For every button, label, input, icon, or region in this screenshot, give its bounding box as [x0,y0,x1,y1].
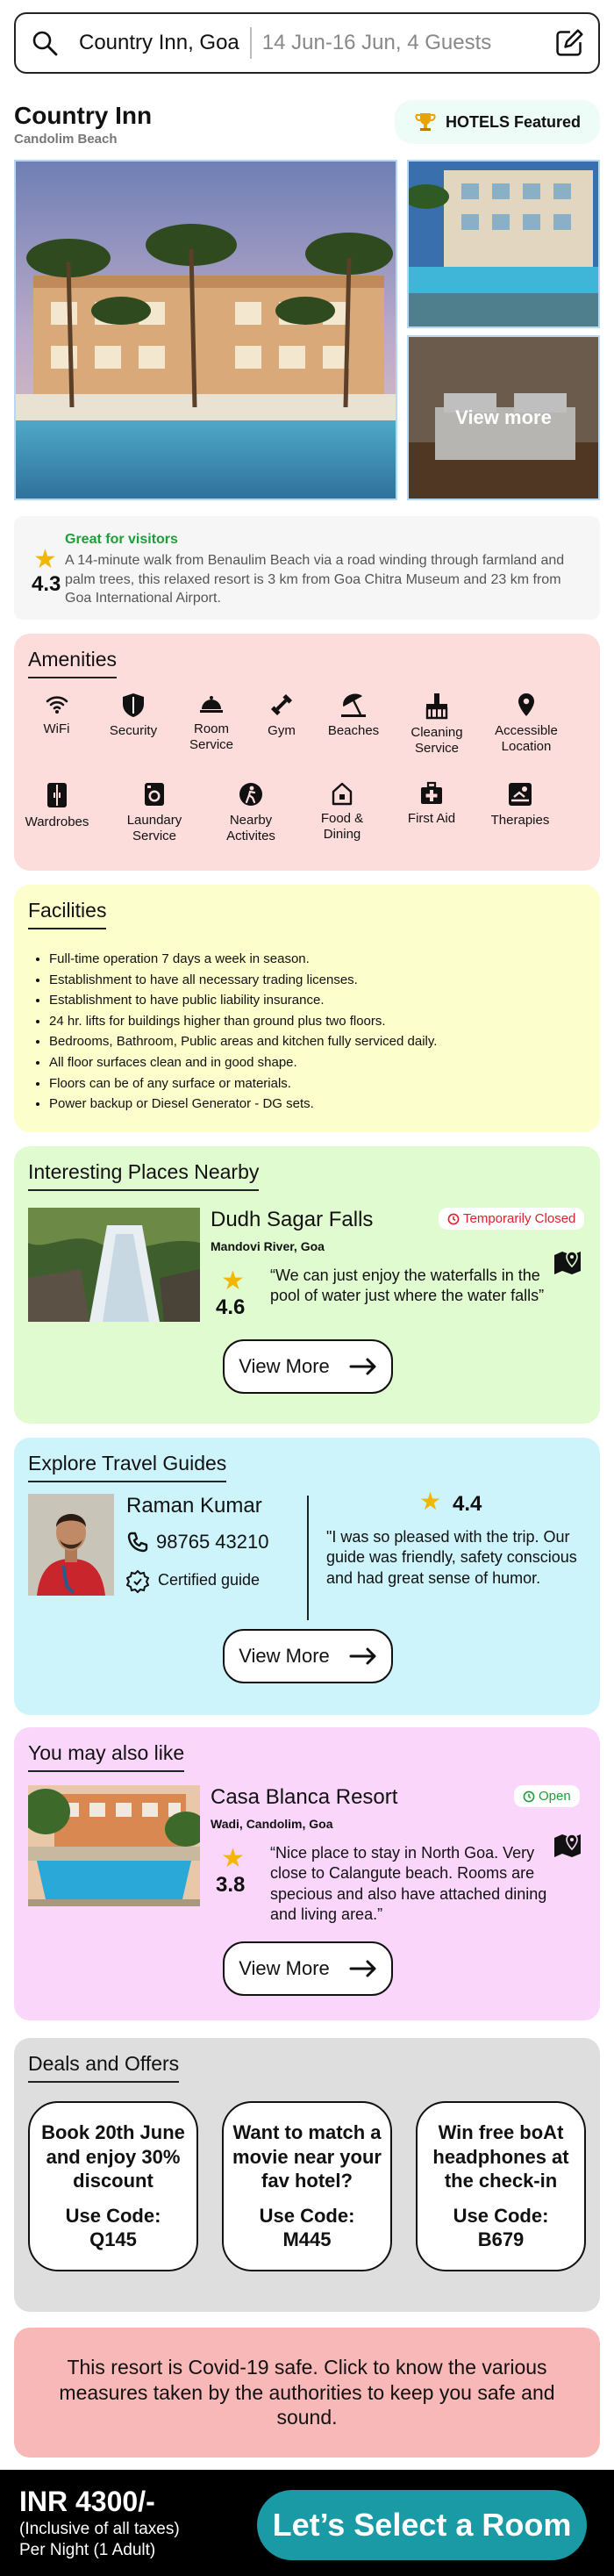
rating-description: A 14-minute walk from Benaulim Beach via a road winding through farmland and palm trees, this relaxed resort is 3 km from Goa Chitra Museum and 23 km from Goa International Airport. [65,553,565,606]
massage-icon [507,781,533,807]
cloche-icon [198,692,225,716]
star-icon: ★ [33,545,57,574]
view-more-photos[interactable]: View more [409,337,598,499]
amenity-label: Accessible Location [495,723,558,754]
clock-icon [523,1790,535,1803]
deal-code-label: Use Code: [65,2204,161,2227]
amenity-cleaning [400,692,474,757]
deal-code-label: Use Code: [259,2204,355,2227]
booking-footer [0,2470,614,2576]
amenity-label: WiFi [43,721,70,736]
amenity-laundry [119,781,189,844]
amenity-security [98,692,168,757]
button-label: View More [239,1645,330,1667]
amenity-room-service [181,692,242,757]
location-pin-icon [515,692,538,718]
search-bar[interactable] [14,12,600,74]
place-name[interactable]: Dudh Sagar Falls [211,1208,374,1231]
amenity-label: Food & Dining [320,811,364,842]
deal-code-label: Use Code: [453,2204,549,2227]
amenity-gym [255,692,308,757]
amenity-food [307,781,377,844]
arrow-right-icon [349,1358,377,1375]
guide-divider [307,1496,309,1620]
search-icon[interactable] [30,28,60,58]
covid-text: This resort is Covid-19 safe. Click to know the various measures taken by the authorities to keep you safe and sound. [59,2355,555,2429]
edit-icon[interactable] [554,28,584,58]
amenity-wardrobes [18,781,96,844]
broom-icon [423,692,451,720]
amenity-label: Nearby Activites [226,813,275,843]
washing-machine-icon [142,781,167,807]
guide-name: Raman Kumar [126,1494,262,1518]
facility-item: • All floor surfaces clean and in good shape. [49,1052,586,1073]
arrow-right-icon [349,1647,377,1665]
deals-title: Deals and Offers [28,2052,179,2083]
trophy-icon [414,111,437,133]
rating-value: 4.3 [32,572,61,596]
guides-title: Explore Travel Guides [28,1452,226,1482]
place-quote: “We can just enjoy the waterfalls in the pool of water just where the water falls” [270,1266,545,1305]
place-rating: 4.6 [216,1295,246,1319]
button-label: View More [239,1957,330,1979]
nearby-card [14,1146,600,1424]
deal-card[interactable] [28,2101,198,2271]
amenity-label: Beaches [327,723,380,738]
status-label: Open [539,1789,571,1804]
star-icon: ★ [419,1488,442,1515]
status-badge [514,1785,580,1807]
amenity-label: Security [109,723,158,738]
wifi-icon [45,692,69,716]
wardrobe-icon [45,781,69,809]
deal-code: B679 [477,2228,525,2251]
amenity-label: Gym [268,723,296,738]
search-dates[interactable]: 14 Jun-16 Jun, 4 Guests [261,31,492,54]
umbrella-icon [339,692,368,718]
deals-card [14,2038,600,2312]
also-like-card [14,1727,600,2020]
star-icon: ★ [221,1844,245,1873]
phone-icon [126,1531,149,1553]
amenity-label: Wardrobes [25,814,89,829]
deal-text: Want to match a movie near your fav hotel? [232,2121,382,2192]
guides-card [14,1438,600,1715]
facility-item: • Power backup or Diesel Generator - DG sets. [49,1094,586,1115]
deal-code: M445 [282,2228,332,2251]
restaurant-icon [330,781,354,806]
certified-badge-icon [126,1569,149,1594]
also-like-title: You may also like [28,1741,184,1772]
amenity-label: Laundary Service [126,813,182,843]
amenities-row-1 [14,692,600,757]
shield-icon [120,692,146,718]
hotel-photo-main[interactable] [14,160,397,500]
hotel-photo-room[interactable] [407,335,600,500]
clock-icon [447,1213,460,1225]
amenity-location [489,692,564,757]
hotel-name: Country Inn [14,102,153,129]
nearby-photo[interactable] [28,1208,200,1322]
featured-label: HOTELS Featured [445,112,581,131]
amenity-therapies [482,781,558,844]
first-aid-icon [419,781,444,806]
facility-item: • Establishment to have public liability insurance. [49,990,586,1011]
amenity-beaches [322,692,385,757]
amenity-label: Therapies [490,813,550,828]
deal-text: Book 20th June and enjoy 30% discount [41,2121,185,2192]
nearby-view-more-button[interactable] [223,1339,393,1394]
search-divider [250,27,252,59]
amenities-title: Amenities [28,648,117,678]
resort-photo[interactable] [28,1785,200,1906]
deal-card[interactable] [416,2101,586,2271]
select-room-button[interactable]: Let’s Select a Room [257,2490,587,2560]
covid-safety-banner[interactable] [14,2328,600,2458]
resort-quote: “Nice place to stay in North Goa. Very close to Calangute beach. Rooms are specious and also have attached dining and living area.” [270,1844,547,1924]
activity-icon [238,781,264,807]
price-per-night: Per Night (1 Adult) [19,2540,156,2559]
guide-avatar[interactable] [28,1494,114,1596]
resort-name[interactable]: Casa Blanca Resort [211,1785,398,1809]
facility-item: • Full-time operation 7 days a week in season. [49,949,586,970]
resort-rating: 3.8 [216,1873,246,1897]
facility-item: • Establishment to have all necessary trading licenses. [49,970,586,991]
deal-card[interactable] [222,2101,392,2271]
guide-certified: Certified guide [158,1571,261,1589]
rating-headline: Great for visitors [65,532,178,547]
amenity-wifi [28,692,85,757]
price-tax-note: (Inclusive of all taxes) [19,2520,180,2538]
amenity-label: Room Service [189,721,234,752]
guide-phone[interactable]: 98765 43210 [156,1531,269,1553]
star-icon: ★ [221,1266,245,1295]
facility-item: • Floors can be of any surface or materials. [49,1073,586,1094]
resort-address: Wadi, Candolim, Goa [211,1817,333,1831]
rating-summary [14,516,600,620]
facility-item: • 24 hr. lifts for buildings higher than ground plus two floors. [49,1011,586,1032]
price-amount: INR 4300/- [19,2486,155,2517]
hotel-area: Candolim Beach [14,132,118,147]
guide-rating: 4.4 [453,1492,482,1516]
deal-code: Q145 [89,2228,137,2251]
facilities-title: Facilities [28,899,106,929]
search-location[interactable]: Country Inn, Goa [79,31,239,54]
price-details [19,2519,180,2561]
place-address: Mandovi River, Goa [211,1239,325,1253]
featured-badge [395,100,600,144]
facilities-list [49,949,586,1115]
facility-item: • Bedrooms, Bathroom, Public areas and kitchen fully serviced daily. [49,1031,586,1052]
hotel-photo-pool[interactable] [407,160,600,328]
status-badge [439,1208,584,1230]
amenities-card [14,634,600,871]
amenities-row-2 [14,781,600,844]
deal-text: Win free boAt headphones at the check-in [432,2121,569,2192]
facilities-card [14,885,600,1132]
amenity-label: Cleaning Service [411,725,463,756]
amenity-activities [216,781,286,844]
dumbbell-icon [268,692,295,718]
amenity-label: First Aid [407,811,456,826]
also-like-view-more-button[interactable] [223,1941,393,1996]
nearby-title: Interesting Places Nearby [28,1160,259,1191]
amenity-first-aid [396,781,467,844]
button-label: View More [239,1355,330,1377]
guides-view-more-button[interactable] [223,1629,393,1683]
status-label: Temporarily Closed [463,1211,576,1226]
hotel-header [14,102,600,151]
guide-review: "I was so pleased with the trip. Our guide was friendly, safety conscious and had great sense of humor. [326,1528,577,1587]
arrow-right-icon [349,1960,377,1977]
